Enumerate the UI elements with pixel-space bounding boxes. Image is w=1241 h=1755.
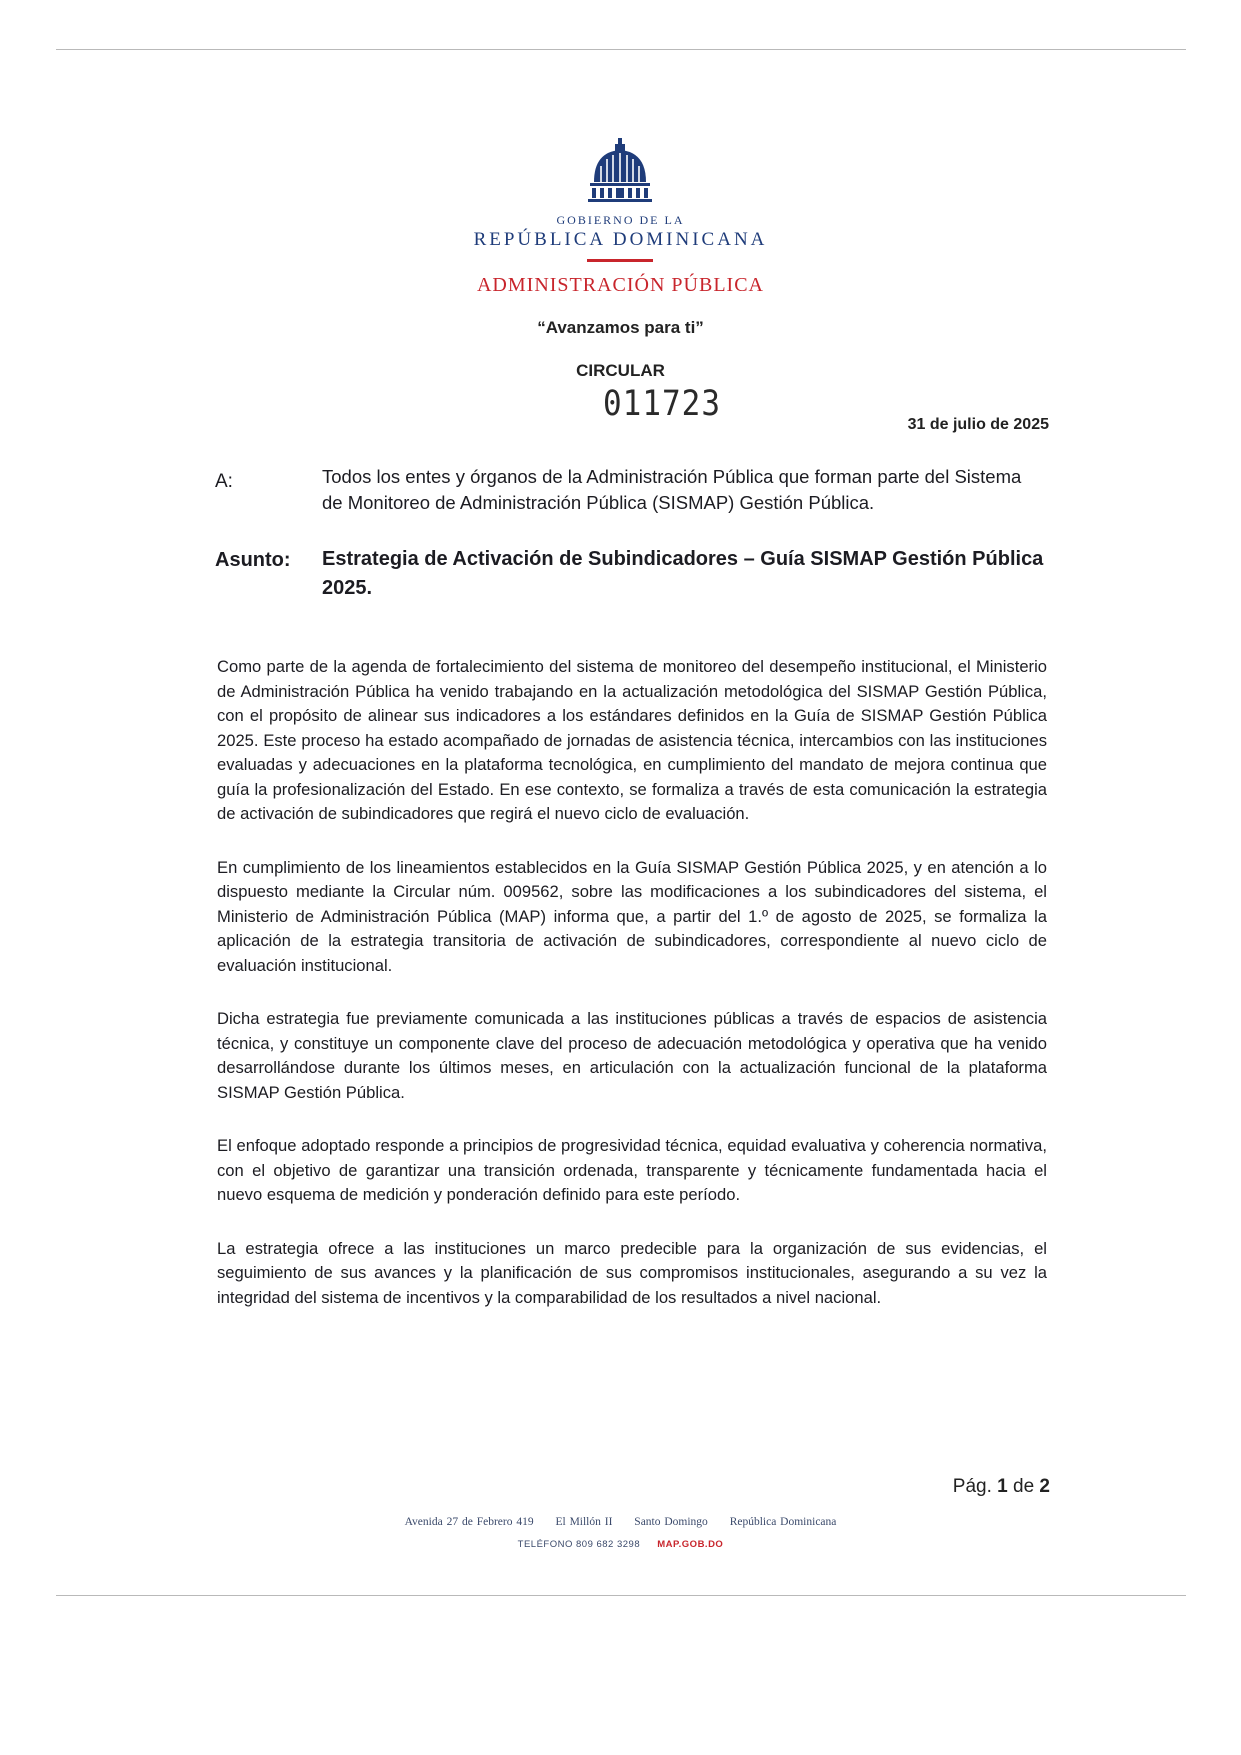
footer-website[interactable]: MAP.GOB.DO [657,1539,724,1550]
page-prefix: Pág. [952,1476,992,1497]
page-separator: de [1013,1476,1035,1497]
page-top-border [56,49,1186,50]
document-type: CIRCULAR [576,361,665,380]
government-label: GOBIERNO DE LA [556,213,685,227]
document-date: 31 de julio de 2025 [907,416,1049,433]
circular-number: 011723 [603,383,721,425]
footer-street: Avenida 27 de Febrero 419 [404,1516,534,1528]
page-current: 1 [997,1476,1008,1497]
page-number [953,1476,1050,1498]
body-paragraph: Dicha estrategia fue previamente comunicada a las instituciones públicas a través de espacios de asistencia técnica, y constituye un componente clave del proceso de adecuación metodológica y operativa que ha venido desarrollándose durante los últimos meses, en articulación con la actualización funcional de la plataforma SISMAP Gestión Pública. [217,1009,1047,1102]
footer-address [0,1516,1241,1528]
body-paragraph: La estrategia ofrece a las instituciones un marco predecible para la organización de sus evidencias, el seguimiento de sus avances y la planificación de sus compromisos institucionales, asegurando a su vez la integridad del sistema de incentivos y la comparabilidad de los resultados a nivel nacional. [217,1238,1047,1307]
footer-contact [0,1539,1241,1550]
body-paragraph: En cumplimiento de los lineamientos establecidos en la Guía SISMAP Gestión Pública 2025, y en atención a lo dispuesto mediante la Circular núm. 009562, sobre las modificaciones a los subindicadores del sistema, el Ministerio de Administración Pública (MAP) informa que, a partir del 1.º de agosto de 2025, se formaliza la aplicación de la estrategia transitoria de activación de subindicadores, correspondiente al nuevo ciclo de evaluación institucional. [217,857,1047,975]
letter-body [217,655,1047,1339]
recipient-text: Todos los entes y órganos de la Administración Pública que forman parte del Sistema de Monitoreo de Administración Pública (SISMAP) Gestión Pública. [322,466,1022,513]
subject-label: Asunto: [215,549,291,571]
footer-phone: TELÉFONO 809 682 3298 [517,1539,641,1550]
institution-name: ADMINISTRACIÓN PÚBLICA [476,274,764,296]
recipient-label: A: [215,471,233,492]
subject-text: Estrategia de Activación de Subindicadores – Guía SISMAP Gestión Pública 2025. [322,548,1044,599]
footer-sector: El Millón II [555,1516,613,1528]
country-name: REPÚBLICA DOMINICANA [473,229,768,250]
body-paragraph: El enfoque adoptado responde a principios de progresividad técnica, equidad evaluativa y coherencia normativa, con el objetivo de garantizar una transición ordenada, transparente y técnicamente fundamentada hacia el nuevo esquema de medición y ponderación definido para este período. [217,1136,1047,1204]
footer-city: Santo Domingo [634,1516,708,1528]
footer-country: República Dominicana [729,1516,837,1528]
page-bottom-border [56,1595,1186,1596]
header-divider [587,259,653,262]
national-palace-dome-icon [588,138,652,202]
motto: “Avanzamos para ti” [537,318,704,337]
body-paragraph: Como parte de la agenda de fortalecimiento del sistema de monitoreo del desempeño institucional, el Ministerio de Administración Pública ha venido trabajando en la actualización metodológica del SISMAP Gestión Pública, con el propósito de alinear sus indicadores a los estándares definidos en la Guía de SISMAP Gestión Pública 2025. Este proceso ha estado acompañado de jornadas de asistencia técnica, intercambios con las instituciones evaluadas y adecuaciones en la plataforma tecnológica, en cumplimiento del mandato de mejora continua que guía la profesionalización del Estado. En ese contexto, se formaliza a través de esta comunicación la estrategia de activación de subindicadores que regirá el nuevo ciclo de evaluación. [217,657,1047,823]
page-total: 2 [1039,1476,1050,1497]
